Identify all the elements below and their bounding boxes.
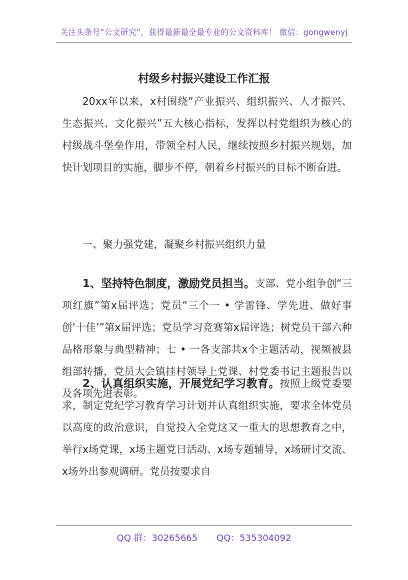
footer-qq-group: QQ 群：30265665 xyxy=(116,534,198,544)
header-note: 关注头条号“公文研究”，获得最新最全最专业的公文资料库！ 微信：gongwenyj xyxy=(60,28,348,37)
section-1 xyxy=(62,235,352,257)
section-heading: 一、聚力强党建，凝聚乡村振兴组织力量 xyxy=(82,240,266,251)
page-title: 村级乡村振兴建设工作汇报 xyxy=(138,72,270,85)
item-2-body: 按照上级党委要求，制定党纪学习教育学习计划并认真组织实施，要求全体党员以高度的政治意识，自觉投入全党这又一重大的思想教育之中，举行x场党课，x场主题党日活动、x场专题辅导，x场研讨交流、x场外出参观调研。党员按要求自 xyxy=(62,379,353,478)
item-2-lead: 2、认真组织实施，开展党纪学习教育。 xyxy=(82,377,280,390)
document-body xyxy=(62,92,352,180)
item-2 xyxy=(62,373,352,484)
item-2-paragraph xyxy=(62,373,352,484)
item-1-lead: 1、坚持特色制度，激励党员担当。 xyxy=(82,277,256,290)
footer xyxy=(0,531,408,544)
footer-qq-contact: QQ：535304092 xyxy=(216,534,292,544)
footer-divider xyxy=(56,525,352,526)
intro-paragraph: 20xx年以来，x村围绕“产业振兴、组织振兴、人才振兴、生态振兴、文化振兴”五大核心指标，发挥以村党组织为核心的村级战斗堡垒作用，带领全村人民，继续按照乡村振兴规划，加快计划项目的实施，脚步不停，朝着乡村振兴的目标不断奋进。 xyxy=(62,97,352,174)
item-1-body: 支部、党小组争创“三项红旗”第x届评选；党员“三个一 • 学雷锋、学先进、做好事创‘十佳’”第x届评选；党员学习竞赛第x届评选；树党员干部六种品格形象与典型精神；七 • 一各支部共x个主题活动，视频被县组部转播，党员大会镇挂村领导上党课、村党委书记主题报告以及各项先进表彰。 xyxy=(62,279,353,400)
header-divider xyxy=(56,42,352,43)
